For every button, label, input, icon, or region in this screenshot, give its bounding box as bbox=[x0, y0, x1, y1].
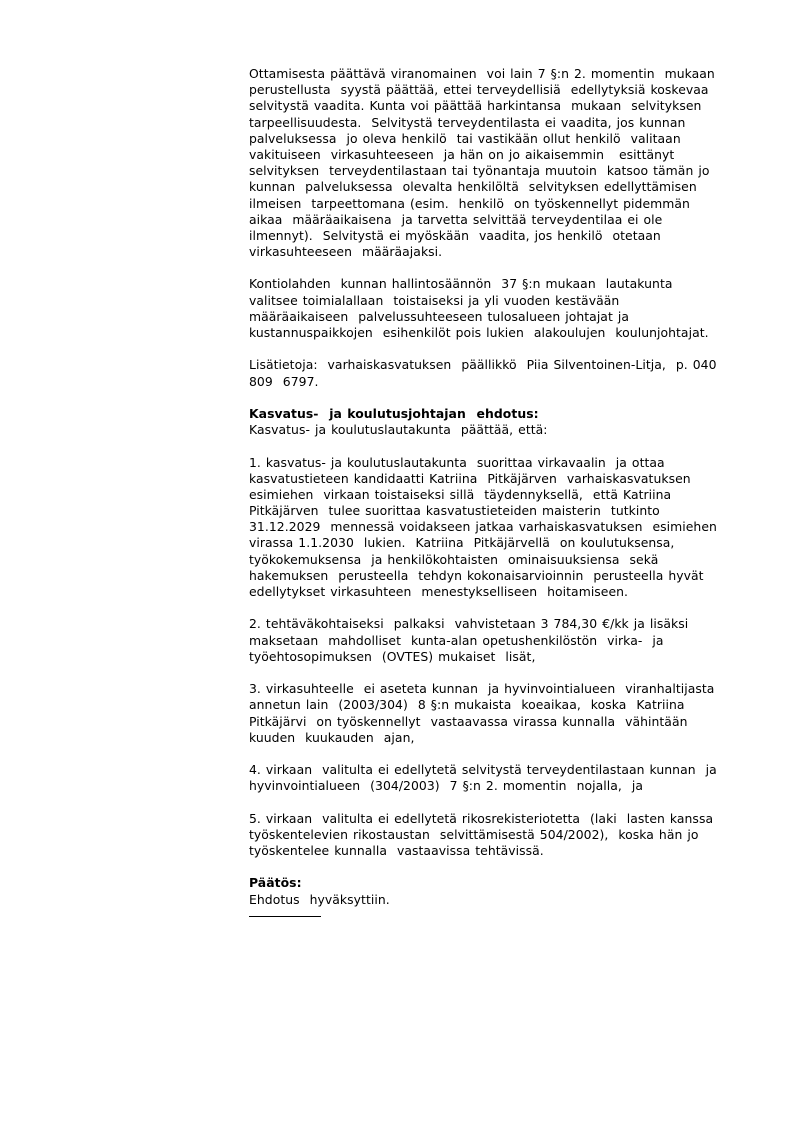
text-line: 31.12.2029 mennessä voidakseen jatkaa varhaiskasvatuksen esimiehen bbox=[249, 519, 717, 535]
text-line: esimiehen virkaan toistaiseksi sillä täydennyksellä, että Katriina bbox=[249, 486, 672, 502]
text-line: kasvatustieteen kandidaatti Katriina Pitkäjärven varhaiskasvatuksen bbox=[249, 470, 691, 486]
text-line: kunnan palveluksessa olevalta henkilöltä selvityksen edellyttämisen bbox=[249, 179, 697, 195]
text-line: 809 6797. bbox=[249, 373, 319, 389]
text-line: työskentelevien rikostaustan selvittämisestä 504/2002), koska hän jo bbox=[249, 826, 699, 842]
text-line: ilmeisen tarpeettomana (esim. henkilö on työskennellyt pidemmän bbox=[249, 195, 690, 211]
text-line: edellytykset virkasuhteen menestykselliseen hoitamiseen. bbox=[249, 584, 629, 599]
paragraph-contact-info bbox=[249, 357, 739, 389]
text-line: 5. virkaan valitulta ei edellytetä rikosrekisteriotetta (laki lasten kanssa bbox=[249, 810, 714, 826]
text-line: työehtosopimuksen (OVTES) mukaiset lisät, bbox=[249, 648, 536, 664]
text-line: 1. kasvatus- ja koulutuslautakunta suorittaa virkavaalin ja ottaa bbox=[249, 454, 665, 470]
text-line: aikaa määräaikaisena ja tarvetta selvittää terveydentilaa ei ole bbox=[249, 211, 663, 227]
end-rule bbox=[249, 916, 321, 917]
text-line: vakituiseen virkasuhteeseen ja hän on jo aikaisemmin esittänyt bbox=[249, 146, 675, 162]
decision-heading: Päätös: bbox=[249, 875, 302, 891]
text-line: Lisätietoja: varhaiskasvatuksen päällikkö Piia Silventoinen-Litja, p. 040 bbox=[249, 357, 717, 373]
text-line: virkasuhteeseen määräajaksi. bbox=[249, 244, 443, 260]
text-line: perustellusta syystä päättää, ettei terveydellisiä edellytyksiä koskevaa bbox=[249, 82, 709, 98]
text-line: 4. virkaan valitulta ei edellytetä selvitystä terveydentilastaan kunnan ja bbox=[249, 762, 717, 778]
proposal-intro: Kasvatus- ja koulutuslautakunta päättää, että: bbox=[249, 422, 548, 438]
text-line: virassa 1.1.2030 lukien. Katriina Pitkäjärvellä on koulutuksensa, bbox=[249, 535, 675, 551]
text-line: tarpeellisuudesta. Selvitystä terveydentilasta ei vaadita, jos kunnan bbox=[249, 114, 686, 130]
paragraph-administrative-rule bbox=[249, 276, 739, 341]
text-line: selvitystä vaadita. Kunta voi päättää harkintansa mukaan selvityksen bbox=[249, 98, 702, 114]
proposal-item-5 bbox=[249, 811, 739, 860]
text-line: Pitkäjärvi on työskennellyt vastaavassa virassa kunnalla vähintään bbox=[249, 713, 688, 729]
text-line: selvityksen terveydentilastaan tai työnantaja muutoin katsoo tämän jo bbox=[249, 163, 710, 179]
text-line: ilmennyt). Selvitystä ei myöskään vaadita, jos henkilö otetaan bbox=[249, 227, 661, 243]
text-line: Kontiolahden kunnan hallintosäännön 37 §:n mukaan lautakunta bbox=[249, 276, 673, 292]
text-line: valitsee toimialallaan toistaiseksi ja yli vuoden kestävään bbox=[249, 292, 620, 308]
decision-text: Ehdotus hyväksyttiin. bbox=[249, 891, 390, 907]
proposal-item-3 bbox=[249, 681, 739, 746]
proposal-heading: Kasvatus- ja koulutusjohtajan ehdotus: bbox=[249, 405, 539, 421]
text-line: palveluksessa jo oleva henkilö tai vastikään ollut henkilö valitaan bbox=[249, 130, 681, 146]
proposal-item-1 bbox=[249, 455, 739, 601]
text-line: annetun lain (2003/304) 8 §:n mukaista koeaikaa, koska Katriina bbox=[249, 697, 685, 713]
text-line: 2. tehtäväkohtaiseksi palkaksi vahvistetaan 3 784,30 €/kk ja lisäksi bbox=[249, 616, 689, 632]
text-line: määräaikaiseen palvelussuhteeseen tulosalueen johtajat ja bbox=[249, 308, 629, 324]
text-line: hakemuksen perusteella tehdyn kokonaisarvioinnin perusteella hyvät bbox=[249, 567, 704, 583]
text-line: maksetaan mahdolliset kunta-alan opetushenkilöstön virka- ja bbox=[249, 632, 664, 648]
text-line: työkokemuksensa ja henkilökohtaisten ominaisuuksiensa sekä bbox=[249, 551, 659, 567]
text-line: kustannuspaikkojen esihenkilöt pois lukien alakoulujen koulunjohtajat. bbox=[249, 325, 709, 340]
proposal-item-2 bbox=[249, 616, 739, 665]
document-page bbox=[249, 66, 739, 917]
text-line: kuuden kuukauden ajan, bbox=[249, 729, 415, 745]
proposal-item-4 bbox=[249, 762, 739, 794]
text-line: hyvinvointialueen (304/2003) 7 §:n 2. momentin nojalla, ja bbox=[249, 778, 643, 794]
text-line: Pitkäjärven tulee suorittaa kasvatustieteiden maisterin tutkinto bbox=[249, 503, 660, 519]
paragraph-medical-report bbox=[249, 66, 739, 260]
text-line: Ottamisesta päättävä viranomainen voi lain 7 §:n 2. momentin mukaan bbox=[249, 66, 715, 81]
text-line: 3. virkasuhteelle ei aseteta kunnan ja hyvinvointialueen viranhaltijasta bbox=[249, 681, 715, 697]
text-line: työskentelee kunnalla vastaavissa tehtävissä. bbox=[249, 843, 544, 858]
